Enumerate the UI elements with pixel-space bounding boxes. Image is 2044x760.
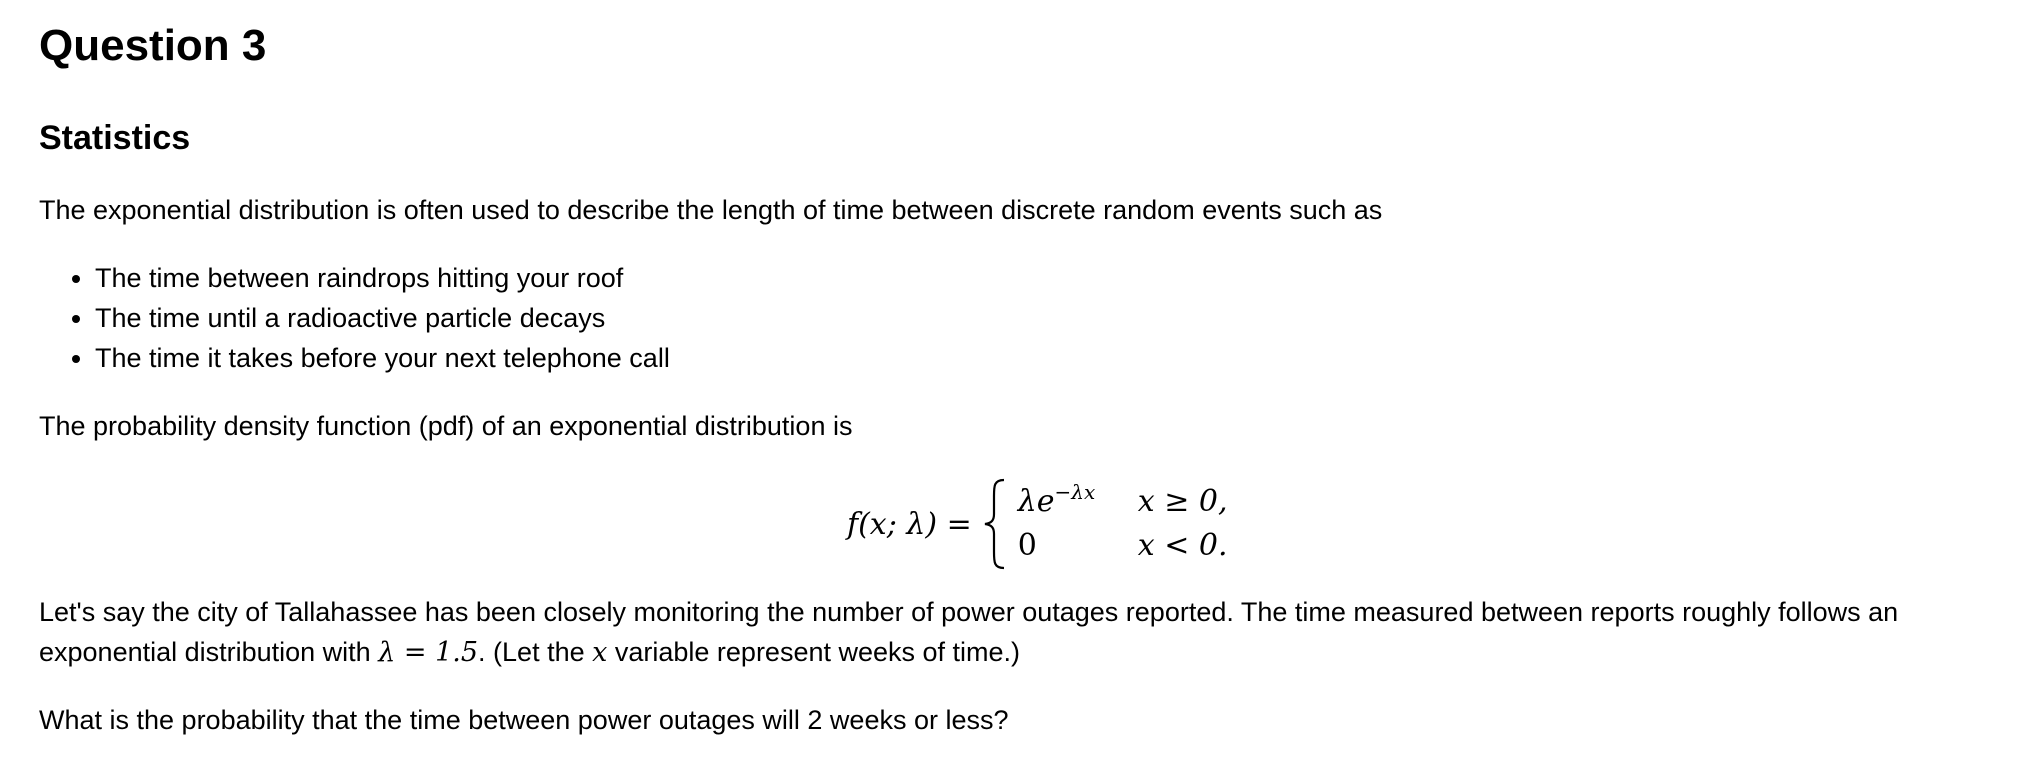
- x-variable: x: [592, 637, 608, 668]
- examples-list: [39, 258, 670, 378]
- case1-expression: [1018, 480, 1138, 524]
- scenario-text-3: variable represent weeks of time.): [607, 637, 1021, 667]
- section-title: Statistics: [39, 119, 191, 157]
- pdf-equation: [847, 474, 1228, 574]
- case2-condition: x < 0.: [1137, 528, 1228, 563]
- case1-exponent: −λx: [1054, 480, 1096, 504]
- list-item: • The time until a radioactive particle decays: [95, 298, 670, 338]
- question-text: What is the probability that the time between power outages will 2 weeks or less?: [39, 705, 1009, 735]
- question-title: Question 3: [39, 21, 267, 70]
- case1-condition: x ≥ 0,: [1137, 484, 1228, 519]
- left-brace-icon: [982, 478, 1008, 570]
- case1-base: λe: [1017, 484, 1055, 519]
- scenario-text-2: . (Let the: [478, 637, 593, 667]
- list-item: • The time between raindrops hitting your roof: [95, 258, 670, 298]
- equation-lhs: f(x; λ) =: [847, 506, 972, 542]
- scenario-text-1: Let's say the city of Tallahassee has been closely monitoring the number of power outages reported. The time measured between reports roughly follows an exponential distribution with: [39, 597, 1899, 667]
- case2-expression: 0: [1017, 528, 1037, 563]
- equation-cases: [1018, 480, 1228, 568]
- list-item: • The time it takes before your next telephone call: [95, 338, 670, 378]
- scenario-paragraph: [39, 592, 2019, 673]
- lambda-expression: λ = 1.5: [378, 637, 479, 668]
- intro-paragraph: The exponential distribution is often used to describe the length of time between discrete random events such as: [39, 195, 1383, 225]
- pdf-intro-paragraph: The probability density function (pdf) of an exponential distribution is: [39, 411, 853, 441]
